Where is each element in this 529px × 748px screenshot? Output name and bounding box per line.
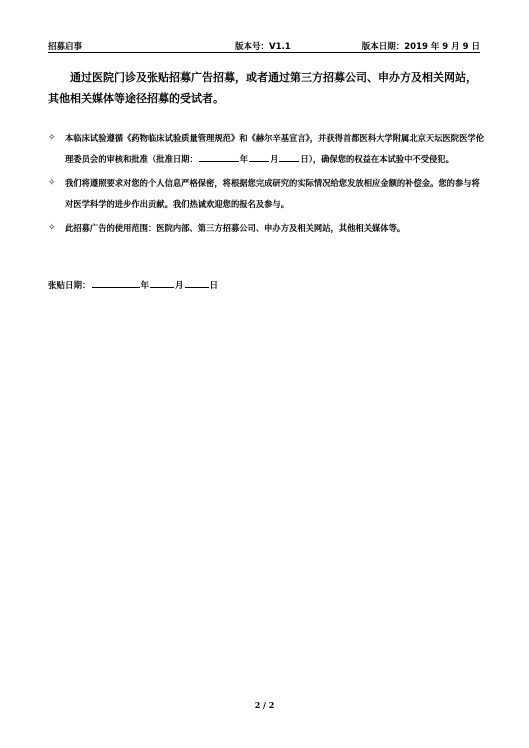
page-header — [48, 34, 480, 53]
approval-year-blank[interactable] — [199, 151, 239, 162]
approval-month-label: 月 — [270, 154, 279, 164]
diamond-bullet-icon: ✧ — [48, 133, 56, 143]
header-version-date: 版本日期：2019 年 9 月 9 日 — [361, 42, 480, 52]
post-month-label: 月 — [175, 281, 184, 291]
bullet-privacy — [48, 173, 484, 215]
header-version: 版本号：V1.1 — [235, 42, 291, 52]
intro-paragraph: 通过医院门诊及张贴招募广告招募，或者通过第三方招募公司、申办方及相关网站，其他相关媒体等途径招募的受试者。 — [48, 71, 477, 105]
bullet-scope-text: 此招募广告的使用范围：医院内部、第三方招募公司、申办方及相关网站，其他相关媒体等。 — [65, 223, 406, 233]
post-date-label: 张贴日期： — [48, 281, 91, 291]
diamond-bullet-icon: ✧ — [48, 178, 56, 188]
approval-day-blank[interactable] — [279, 151, 299, 162]
bullet-privacy-text: 我们将遵照要求对您的个人信息严格保密，将根据您完成研究的实际情况给您发放相应金额的补偿金。您的参与将对医学科学的进步作出贡献。我们热诚欢迎您的报名及参与。 — [65, 178, 480, 209]
approval-month-blank[interactable] — [249, 151, 269, 162]
post-year-blank[interactable] — [92, 277, 140, 288]
approval-day-label: 日），确保您的权益在本试验中不受侵犯。 — [300, 154, 454, 164]
bullet-list — [48, 128, 484, 242]
bullet-scope — [48, 218, 484, 239]
bullet-ethics — [48, 128, 484, 170]
post-day-blank[interactable] — [185, 277, 209, 288]
page-number: 2 / 2 — [254, 700, 275, 710]
header-doc-title: 招募启事 — [48, 42, 83, 52]
post-date-line — [48, 277, 218, 291]
approval-year-label: 年 — [239, 154, 249, 164]
diamond-bullet-icon: ✧ — [48, 223, 56, 233]
post-month-blank[interactable] — [150, 277, 174, 288]
post-day-label: 日 — [209, 281, 219, 291]
bullet-ethics-text: 本临床试验遵循《药物临床试验质量管理规范》和《赫尔辛基宣言》，并获得首都医科大学附属北京天坛医院医学伦理委员会的审核和批准（批准日期： — [65, 133, 484, 164]
post-year-label: 年 — [140, 281, 150, 291]
